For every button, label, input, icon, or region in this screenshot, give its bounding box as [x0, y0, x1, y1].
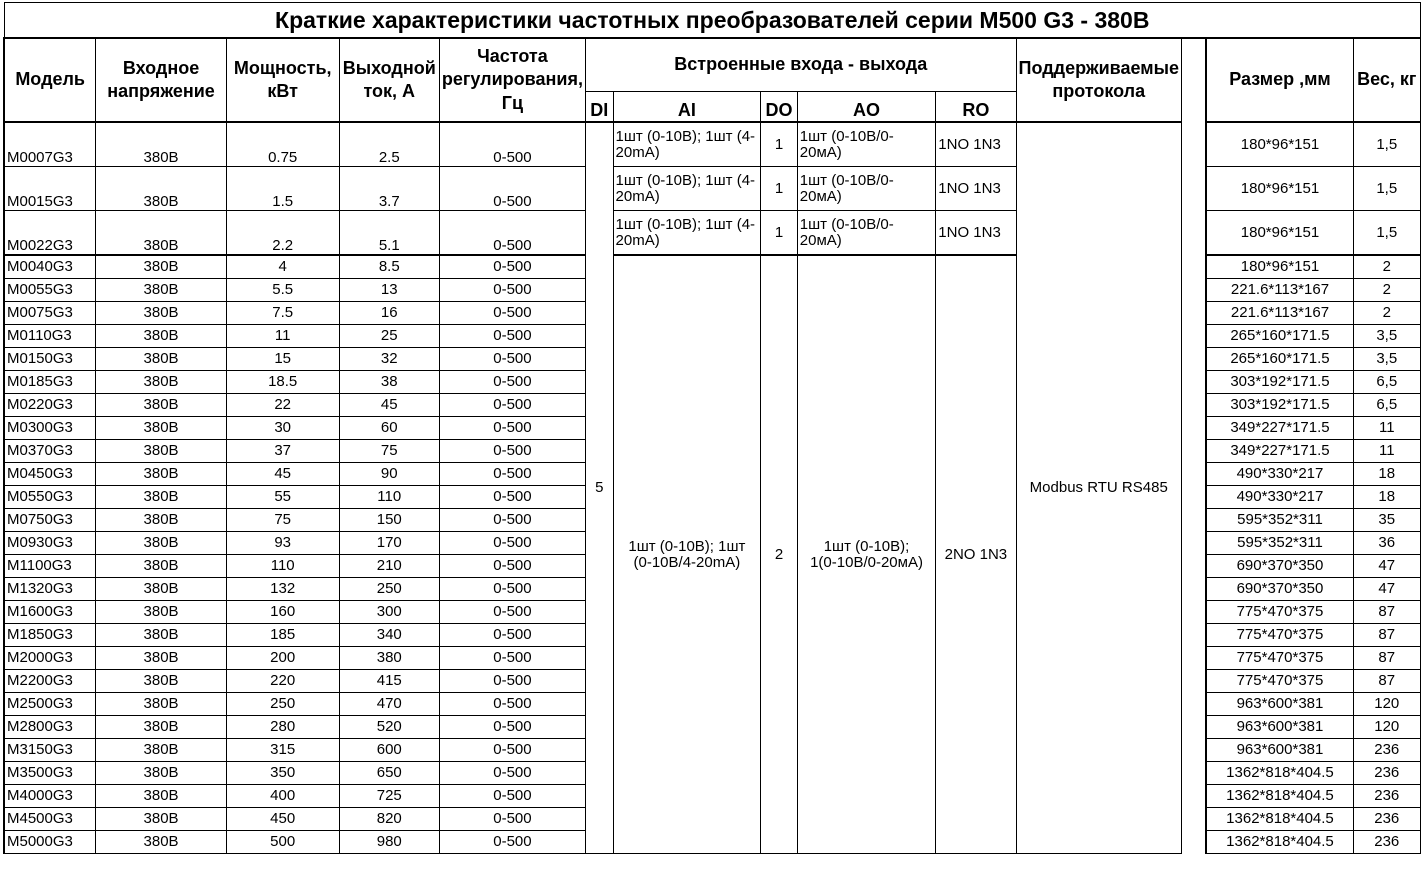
cell-power: 93 [226, 532, 339, 555]
cell-frequency: 0-500 [439, 555, 585, 578]
cell-model: M0370G3 [4, 440, 96, 463]
cell-power: 1.5 [226, 167, 339, 211]
cell-size: 1362*818*404.5 [1206, 808, 1353, 831]
cell-size: 180*96*151 [1206, 211, 1353, 256]
cell-voltage: 380В [96, 371, 226, 394]
cell-frequency: 0-500 [439, 417, 585, 440]
cell-model: M0040G3 [4, 255, 96, 279]
cell-power: 2.2 [226, 211, 339, 256]
cell-current: 150 [339, 509, 439, 532]
cell-size: 595*352*311 [1206, 532, 1353, 555]
cell-frequency: 0-500 [439, 255, 585, 279]
cell-current: 3.7 [339, 167, 439, 211]
cell-voltage: 380В [96, 394, 226, 417]
cell-power: 11 [226, 325, 339, 348]
cell-ai: 1шт (0-10В); 1шт (0-10В/4-20mA) [613, 255, 761, 854]
cell-power: 450 [226, 808, 339, 831]
cell-current: 250 [339, 578, 439, 601]
cell-do: 2 [761, 255, 798, 854]
header-io-group: Встроенные входа - выхода [585, 38, 1016, 92]
cell-power: 30 [226, 417, 339, 440]
cell-model: M2200G3 [4, 670, 96, 693]
header-size: Размер ,мм [1206, 38, 1353, 122]
cell-size: 690*370*350 [1206, 578, 1353, 601]
cell-power: 132 [226, 578, 339, 601]
cell-weight: 35 [1353, 509, 1420, 532]
cell-frequency: 0-500 [439, 167, 585, 211]
cell-size: 221.6*113*167 [1206, 279, 1353, 302]
cell-size: 963*600*381 [1206, 716, 1353, 739]
cell-current: 5.1 [339, 211, 439, 256]
cell-frequency: 0-500 [439, 739, 585, 762]
cell-voltage: 380В [96, 509, 226, 532]
cell-model: M0007G3 [4, 122, 96, 167]
cell-weight: 47 [1353, 578, 1420, 601]
table-row [4, 167, 1421, 211]
cell-size: 221.6*113*167 [1206, 302, 1353, 325]
header-frequency: Частота регулирования, Гц [439, 38, 585, 122]
cell-size: 180*96*151 [1206, 122, 1353, 167]
header-input-voltage: Входное напряжение [96, 38, 226, 122]
cell-weight: 236 [1353, 808, 1420, 831]
cell-model: M1100G3 [4, 555, 96, 578]
cell-weight: 120 [1353, 716, 1420, 739]
spec-sheet [3, 2, 1421, 854]
cell-weight: 11 [1353, 440, 1420, 463]
cell-frequency: 0-500 [439, 279, 585, 302]
cell-voltage: 380В [96, 417, 226, 440]
header-ao: AO [797, 92, 936, 123]
cell-do: 1 [761, 122, 798, 167]
cell-current: 600 [339, 739, 439, 762]
cell-frequency: 0-500 [439, 122, 585, 167]
cell-power: 400 [226, 785, 339, 808]
cell-frequency: 0-500 [439, 831, 585, 854]
cell-power: 7.5 [226, 302, 339, 325]
cell-ao: 1шт (0-10В/0-20мА) [797, 211, 936, 256]
cell-weight: 18 [1353, 463, 1420, 486]
cell-do: 1 [761, 211, 798, 256]
cell-size: 349*227*171.5 [1206, 440, 1353, 463]
cell-power: 75 [226, 509, 339, 532]
cell-ro: 1NO 1N3 [936, 167, 1016, 211]
cell-current: 470 [339, 693, 439, 716]
cell-voltage: 380В [96, 122, 226, 167]
cell-model: M0075G3 [4, 302, 96, 325]
cell-weight: 120 [1353, 693, 1420, 716]
cell-size: 775*470*375 [1206, 624, 1353, 647]
cell-weight: 236 [1353, 785, 1420, 808]
cell-model: M0185G3 [4, 371, 96, 394]
cell-ao: 1шт (0-10В/0-20мА) [797, 167, 936, 211]
cell-frequency: 0-500 [439, 762, 585, 785]
cell-size: 490*330*217 [1206, 463, 1353, 486]
header-di: DI [585, 92, 613, 123]
cell-voltage: 380В [96, 762, 226, 785]
cell-model: M0450G3 [4, 463, 96, 486]
cell-weight: 3,5 [1353, 325, 1420, 348]
cell-voltage: 380В [96, 486, 226, 509]
cell-size: 690*370*350 [1206, 555, 1353, 578]
cell-voltage: 380В [96, 670, 226, 693]
cell-weight: 1,5 [1353, 122, 1420, 167]
header-do: DO [761, 92, 798, 123]
cell-frequency: 0-500 [439, 693, 585, 716]
cell-power: 250 [226, 693, 339, 716]
cell-ro: 1NO 1N3 [936, 122, 1016, 167]
cell-voltage: 380В [96, 555, 226, 578]
cell-weight: 1,5 [1353, 211, 1420, 256]
cell-current: 725 [339, 785, 439, 808]
cell-current: 110 [339, 486, 439, 509]
page-title: Краткие характеристики частотных преобразователей серии M500 G3 - 380В [4, 3, 1421, 39]
cell-power: 200 [226, 647, 339, 670]
cell-current: 980 [339, 831, 439, 854]
cell-frequency: 0-500 [439, 486, 585, 509]
cell-frequency: 0-500 [439, 601, 585, 624]
cell-model: M1600G3 [4, 601, 96, 624]
cell-power: 220 [226, 670, 339, 693]
cell-size: 775*470*375 [1206, 670, 1353, 693]
cell-power: 45 [226, 463, 339, 486]
cell-power: 160 [226, 601, 339, 624]
cell-power: 280 [226, 716, 339, 739]
cell-model: M4000G3 [4, 785, 96, 808]
cell-di: 5 [585, 122, 613, 854]
cell-voltage: 380В [96, 647, 226, 670]
cell-weight: 87 [1353, 624, 1420, 647]
cell-weight: 2 [1353, 302, 1420, 325]
table-row [4, 122, 1421, 167]
cell-power: 55 [226, 486, 339, 509]
cell-power: 4 [226, 255, 339, 279]
cell-frequency: 0-500 [439, 578, 585, 601]
header-protocols: Поддерживаемые протокола [1016, 38, 1181, 122]
cell-size: 775*470*375 [1206, 601, 1353, 624]
cell-power: 315 [226, 739, 339, 762]
cell-ro: 1NO 1N3 [936, 211, 1016, 256]
cell-model: M5000G3 [4, 831, 96, 854]
cell-weight: 2 [1353, 255, 1420, 279]
cell-model: M0550G3 [4, 486, 96, 509]
cell-current: 415 [339, 670, 439, 693]
cell-current: 8.5 [339, 255, 439, 279]
header-weight: Вес, кг [1353, 38, 1420, 122]
cell-model: M0150G3 [4, 348, 96, 371]
cell-model: M3500G3 [4, 762, 96, 785]
cell-voltage: 380В [96, 440, 226, 463]
cell-weight: 236 [1353, 739, 1420, 762]
cell-weight: 47 [1353, 555, 1420, 578]
cell-frequency: 0-500 [439, 624, 585, 647]
cell-voltage: 380В [96, 578, 226, 601]
cell-power: 5.5 [226, 279, 339, 302]
cell-weight: 236 [1353, 831, 1420, 854]
header-ai: AI [613, 92, 761, 123]
cell-weight: 87 [1353, 647, 1420, 670]
cell-model: M0022G3 [4, 211, 96, 256]
cell-voltage: 380В [96, 325, 226, 348]
cell-power: 0.75 [226, 122, 339, 167]
cell-weight: 236 [1353, 762, 1420, 785]
cell-power: 110 [226, 555, 339, 578]
cell-current: 75 [339, 440, 439, 463]
cell-frequency: 0-500 [439, 302, 585, 325]
cell-size: 963*600*381 [1206, 693, 1353, 716]
cell-current: 60 [339, 417, 439, 440]
cell-power: 22 [226, 394, 339, 417]
cell-weight: 87 [1353, 670, 1420, 693]
cell-current: 170 [339, 532, 439, 555]
cell-weight: 18 [1353, 486, 1420, 509]
cell-power: 37 [226, 440, 339, 463]
cell-ai: 1шт (0-10В); 1шт (4-20mA) [613, 122, 761, 167]
cell-voltage: 380В [96, 739, 226, 762]
cell-frequency: 0-500 [439, 463, 585, 486]
cell-model: M0930G3 [4, 532, 96, 555]
cell-frequency: 0-500 [439, 509, 585, 532]
cell-frequency: 0-500 [439, 647, 585, 670]
cell-voltage: 380В [96, 255, 226, 279]
cell-voltage: 380В [96, 831, 226, 854]
cell-power: 15 [226, 348, 339, 371]
header-model: Модель [4, 38, 96, 122]
cell-current: 820 [339, 808, 439, 831]
cell-voltage: 380В [96, 348, 226, 371]
cell-voltage: 380В [96, 302, 226, 325]
cell-current: 340 [339, 624, 439, 647]
cell-current: 13 [339, 279, 439, 302]
cell-current: 2.5 [339, 122, 439, 167]
cell-model: M2800G3 [4, 716, 96, 739]
cell-model: M0015G3 [4, 167, 96, 211]
cell-frequency: 0-500 [439, 440, 585, 463]
cell-model: M0300G3 [4, 417, 96, 440]
cell-current: 45 [339, 394, 439, 417]
cell-model: M1850G3 [4, 624, 96, 647]
cell-frequency: 0-500 [439, 532, 585, 555]
cell-size: 963*600*381 [1206, 739, 1353, 762]
cell-do: 1 [761, 167, 798, 211]
cell-current: 38 [339, 371, 439, 394]
cell-weight: 11 [1353, 417, 1420, 440]
cell-current: 300 [339, 601, 439, 624]
cell-weight: 87 [1353, 601, 1420, 624]
cell-model: M2500G3 [4, 693, 96, 716]
header-power: Мощность, кВт [226, 38, 339, 122]
spec-table [3, 2, 1421, 854]
cell-voltage: 380В [96, 211, 226, 256]
cell-weight: 6,5 [1353, 394, 1420, 417]
cell-power: 18.5 [226, 371, 339, 394]
cell-size: 180*96*151 [1206, 255, 1353, 279]
cell-voltage: 380В [96, 785, 226, 808]
cell-model: M0055G3 [4, 279, 96, 302]
cell-protocols: Modbus RTU RS485 [1016, 122, 1181, 854]
cell-current: 520 [339, 716, 439, 739]
cell-size: 1362*818*404.5 [1206, 831, 1353, 854]
cell-voltage: 380В [96, 716, 226, 739]
cell-current: 25 [339, 325, 439, 348]
cell-model: M1320G3 [4, 578, 96, 601]
cell-size: 303*192*171.5 [1206, 371, 1353, 394]
cell-ao: 1шт (0-10В/0-20мА) [797, 122, 936, 167]
cell-model: M4500G3 [4, 808, 96, 831]
cell-weight: 6,5 [1353, 371, 1420, 394]
table-row [4, 255, 1421, 279]
cell-voltage: 380В [96, 463, 226, 486]
cell-current: 32 [339, 348, 439, 371]
cell-size: 595*352*311 [1206, 509, 1353, 532]
cell-power: 500 [226, 831, 339, 854]
cell-frequency: 0-500 [439, 670, 585, 693]
cell-size: 1362*818*404.5 [1206, 762, 1353, 785]
cell-voltage: 380В [96, 808, 226, 831]
cell-model: M0220G3 [4, 394, 96, 417]
header-ro: RO [936, 92, 1016, 123]
cell-size: 775*470*375 [1206, 647, 1353, 670]
header-output-current: Выходной ток, А [339, 38, 439, 122]
cell-size: 1362*818*404.5 [1206, 785, 1353, 808]
cell-voltage: 380В [96, 624, 226, 647]
cell-current: 90 [339, 463, 439, 486]
cell-frequency: 0-500 [439, 325, 585, 348]
cell-ao: 1шт (0-10В); 1(0-10В/0-20мА) [797, 255, 936, 854]
cell-power: 185 [226, 624, 339, 647]
cell-current: 650 [339, 762, 439, 785]
cell-voltage: 380В [96, 279, 226, 302]
cell-frequency: 0-500 [439, 348, 585, 371]
cell-size: 180*96*151 [1206, 167, 1353, 211]
cell-current: 16 [339, 302, 439, 325]
cell-voltage: 380В [96, 693, 226, 716]
cell-size: 490*330*217 [1206, 486, 1353, 509]
cell-ai: 1шт (0-10В); 1шт (4-20mA) [613, 167, 761, 211]
cell-current: 380 [339, 647, 439, 670]
cell-weight: 1,5 [1353, 167, 1420, 211]
cell-frequency: 0-500 [439, 785, 585, 808]
cell-frequency: 0-500 [439, 371, 585, 394]
cell-voltage: 380В [96, 532, 226, 555]
cell-frequency: 0-500 [439, 211, 585, 256]
cell-voltage: 380В [96, 601, 226, 624]
cell-model: M3150G3 [4, 739, 96, 762]
cell-voltage: 380В [96, 167, 226, 211]
cell-power: 350 [226, 762, 339, 785]
cell-frequency: 0-500 [439, 808, 585, 831]
cell-weight: 2 [1353, 279, 1420, 302]
cell-model: M0110G3 [4, 325, 96, 348]
cell-frequency: 0-500 [439, 394, 585, 417]
cell-weight: 3,5 [1353, 348, 1420, 371]
table-row [4, 211, 1421, 256]
cell-weight: 36 [1353, 532, 1420, 555]
cell-size: 303*192*171.5 [1206, 394, 1353, 417]
cell-current: 210 [339, 555, 439, 578]
cell-frequency: 0-500 [439, 716, 585, 739]
cell-model: M0750G3 [4, 509, 96, 532]
cell-size: 349*227*171.5 [1206, 417, 1353, 440]
cell-ai: 1шт (0-10В); 1шт (4-20mA) [613, 211, 761, 256]
cell-ro: 2NO 1N3 [936, 255, 1016, 854]
cell-model: M2000G3 [4, 647, 96, 670]
cell-size: 265*160*171.5 [1206, 348, 1353, 371]
cell-size: 265*160*171.5 [1206, 325, 1353, 348]
